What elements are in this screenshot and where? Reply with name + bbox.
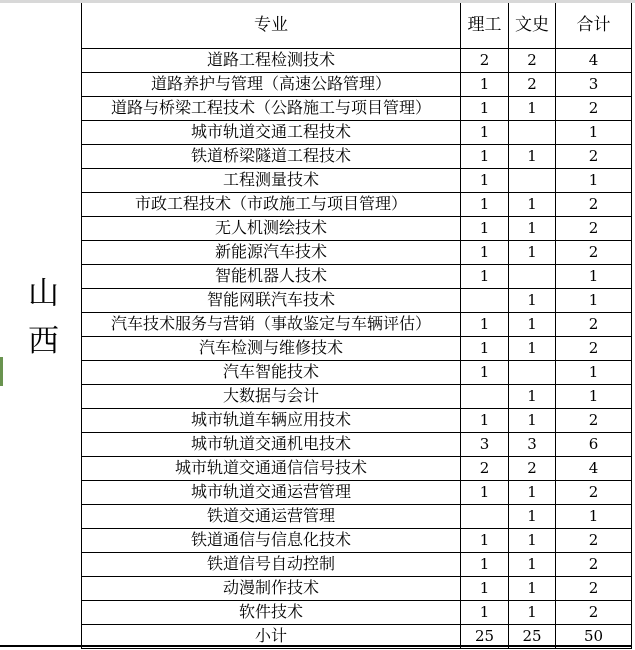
total-count-cell: 4 [556,48,632,72]
table-row [82,120,632,144]
arts-count-cell: 1 [509,504,556,528]
arts-count-cell: 1 [509,216,556,240]
total-count-cell: 1 [556,360,632,384]
major-cell: 城市轨道交通通信信号技术 [82,456,461,480]
total-count-cell: 1 [556,288,632,312]
arts-count-cell: 1 [509,552,556,576]
table-row [82,552,632,576]
science-count-cell: 1 [461,408,509,432]
arts-count-cell: 1 [509,288,556,312]
science-count-cell: 1 [461,72,509,96]
total-count-cell: 1 [556,384,632,408]
table-body [82,48,632,648]
science-count-cell: 1 [461,216,509,240]
science-count-cell [461,384,509,408]
science-count-cell: 1 [461,576,509,600]
science-count-cell: 1 [461,120,509,144]
total-count-cell: 2 [556,312,632,336]
arts-count-cell: 1 [509,96,556,120]
table-row [82,480,632,504]
major-cell: 道路养护与管理（高速公路管理） [82,72,461,96]
science-count-cell: 2 [461,456,509,480]
major-cell: 软件技术 [82,600,461,624]
total-count-cell: 2 [556,336,632,360]
major-cell: 市政工程技术（市政施工与项目管理） [82,192,461,216]
arts-count-cell: 25 [509,624,556,648]
science-count-cell [461,288,509,312]
major-cell: 铁道交通运营管理 [82,504,461,528]
science-count-cell: 1 [461,600,509,624]
total-count-cell: 1 [556,168,632,192]
total-count-cell: 2 [556,576,632,600]
major-cell: 智能网联汽车技术 [82,288,461,312]
science-count-cell: 1 [461,552,509,576]
major-cell: 城市轨道交通工程技术 [82,120,461,144]
table-row [82,240,632,264]
major-cell: 铁道桥梁隧道工程技术 [82,144,461,168]
admission-quota-table [81,3,632,649]
major-cell: 智能机器人技术 [82,264,461,288]
science-count-cell: 1 [461,336,509,360]
major-cell: 无人机测绘技术 [82,216,461,240]
total-count-cell: 1 [556,120,632,144]
total-count-cell: 4 [556,456,632,480]
major-cell: 城市轨道车辆应用技术 [82,408,461,432]
table-row [82,96,632,120]
science-count-cell: 2 [461,48,509,72]
major-cell: 新能源汽车技术 [82,240,461,264]
arts-count-cell: 3 [509,432,556,456]
arts-count-cell: 1 [509,240,556,264]
major-cell: 道路工程检测技术 [82,48,461,72]
arts-count-cell: 1 [509,144,556,168]
table-bottom-border [0,645,632,647]
science-count-cell: 1 [461,144,509,168]
table-row [82,48,632,72]
table-row [82,408,632,432]
total-count-cell: 2 [556,552,632,576]
table-row [82,144,632,168]
major-cell: 动漫制作技术 [82,576,461,600]
table-row [82,72,632,96]
table-row [82,528,632,552]
table-row [82,576,632,600]
arts-count-cell: 1 [509,312,556,336]
science-count-cell [461,504,509,528]
arts-count-cell: 2 [509,72,556,96]
header-major: 专业 [82,3,461,48]
major-cell: 汽车智能技术 [82,360,461,384]
science-count-cell: 1 [461,192,509,216]
table-row [82,216,632,240]
major-cell: 小计 [82,624,461,648]
table-row [82,168,632,192]
total-count-cell: 6 [556,432,632,456]
total-count-cell: 2 [556,240,632,264]
science-count-cell: 1 [461,360,509,384]
major-cell: 大数据与会计 [82,384,461,408]
major-cell: 铁道通信与信息化技术 [82,528,461,552]
total-count-cell: 2 [556,96,632,120]
arts-count-cell: 2 [509,456,556,480]
arts-count-cell: 1 [509,408,556,432]
province-label: 山西 [22,276,58,372]
science-count-cell: 1 [461,168,509,192]
science-count-cell: 1 [461,312,509,336]
total-count-cell: 2 [556,144,632,168]
header-arts: 文史 [509,3,556,48]
table-row [82,288,632,312]
total-count-cell: 2 [556,408,632,432]
science-count-cell: 1 [461,480,509,504]
arts-count-cell [509,264,556,288]
table-row [82,600,632,624]
arts-count-cell: 1 [509,600,556,624]
major-cell: 铁道信号自动控制 [82,552,461,576]
arts-count-cell [509,360,556,384]
table-row [82,192,632,216]
total-count-cell: 2 [556,600,632,624]
arts-count-cell: 1 [509,528,556,552]
table-row [82,264,632,288]
arts-count-cell: 1 [509,480,556,504]
science-count-cell: 3 [461,432,509,456]
major-cell: 汽车技术服务与营销（事故鉴定与车辆评估） [82,312,461,336]
major-cell: 城市轨道交通机电技术 [82,432,461,456]
science-count-cell: 1 [461,264,509,288]
arts-count-cell [509,120,556,144]
table-row [82,456,632,480]
total-count-cell: 2 [556,528,632,552]
table-row [82,336,632,360]
major-cell: 工程测量技术 [82,168,461,192]
table-row [82,384,632,408]
arts-count-cell [509,168,556,192]
arts-count-cell: 1 [509,192,556,216]
total-count-cell: 3 [556,72,632,96]
major-cell: 汽车检测与维修技术 [82,336,461,360]
arts-count-cell: 1 [509,576,556,600]
total-count-cell: 1 [556,264,632,288]
total-count-cell: 2 [556,192,632,216]
science-count-cell: 1 [461,528,509,552]
major-cell: 道路与桥梁工程技术（公路施工与项目管理） [82,96,461,120]
total-count-cell: 2 [556,480,632,504]
science-count-cell: 25 [461,624,509,648]
table-row [82,504,632,528]
science-count-cell: 1 [461,96,509,120]
science-count-cell: 1 [461,240,509,264]
header-row [82,3,632,48]
arts-count-cell: 1 [509,384,556,408]
table-row [82,360,632,384]
total-count-cell: 2 [556,216,632,240]
arts-count-cell: 2 [509,48,556,72]
header-science: 理工 [461,3,509,48]
arts-count-cell: 1 [509,336,556,360]
green-marker [0,357,3,386]
header-total: 合计 [556,3,632,48]
table-row [82,312,632,336]
table-row [82,432,632,456]
total-count-cell: 50 [556,624,632,648]
total-count-cell: 1 [556,504,632,528]
major-cell: 城市轨道交通运营管理 [82,480,461,504]
